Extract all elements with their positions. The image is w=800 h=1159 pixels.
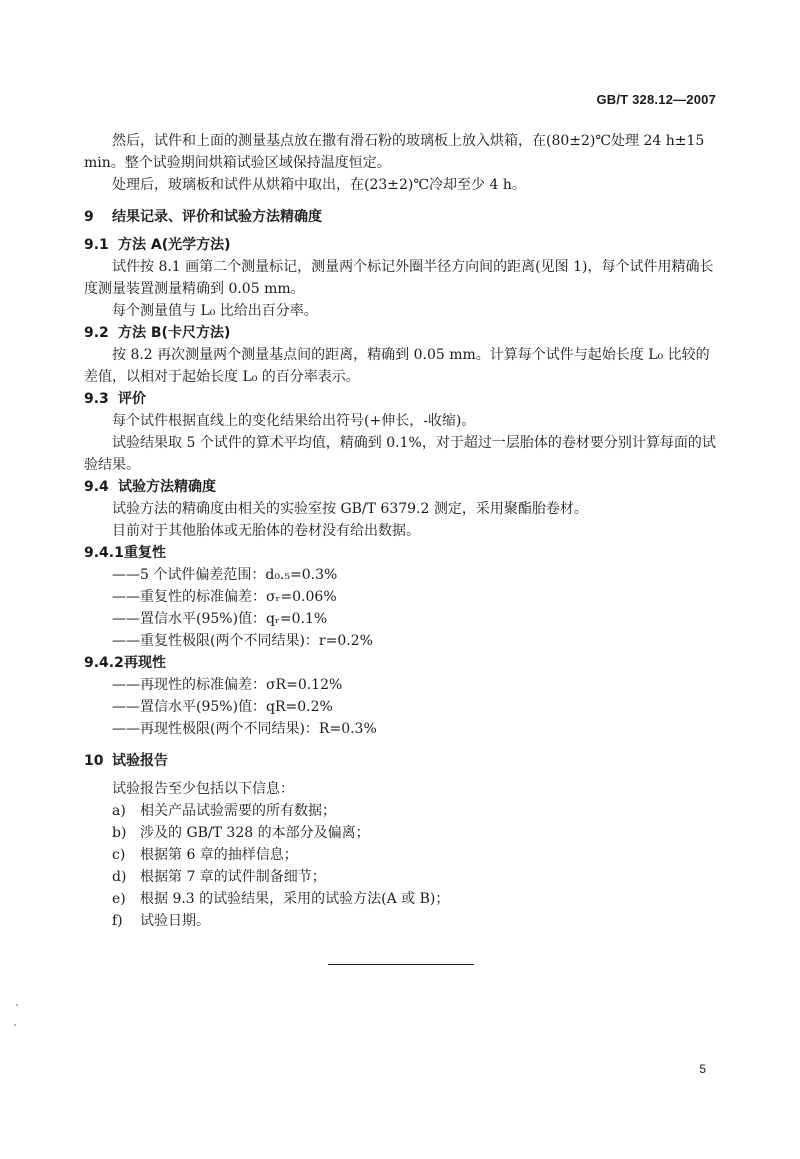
- list-text: 根据第 6 章的抽样信息；: [140, 847, 298, 863]
- section-number: 9.2: [84, 325, 109, 341]
- section-title: 评价: [118, 391, 146, 407]
- list-item: ——重复性的标准偏差：σᵣ=0.06%: [112, 589, 337, 605]
- section-9-4-1-heading: [84, 542, 720, 564]
- list-item: [84, 866, 720, 888]
- list-item: [84, 822, 720, 844]
- list-text: 试验日期。: [140, 913, 210, 929]
- section-number: 10: [84, 753, 104, 769]
- section-9-2-heading: [84, 322, 720, 344]
- section-title: 再现性: [124, 655, 166, 671]
- scan-speck: [16, 1004, 18, 1006]
- paragraph: 试验报告至少包括以下信息：: [112, 781, 294, 797]
- paragraph: 每个测量值与 L₀ 比给出百分率。: [112, 303, 318, 319]
- section-number: 9.4.2: [84, 655, 124, 671]
- paragraph: 目前对于其他胎体或无胎体的卷材没有给出数据。: [112, 523, 420, 539]
- section-title: 方法 B(卡尺方法): [118, 325, 231, 341]
- standard-code: GB/T 328.12—2007: [596, 92, 716, 107]
- section-number: 9.1: [84, 237, 109, 253]
- section-number: 9.4: [84, 479, 109, 495]
- list-item: ——置信水平(95%)值：qR=0.2%: [112, 699, 333, 715]
- section-title: 重复性: [124, 545, 166, 561]
- section-number: 9.3: [84, 391, 109, 407]
- paragraph: 按 8.2 再次测量两个测量基点间的距离，精确到 0.05 mm。计算每个试件与起始长度 L₀ 比较的差值，以相对于起始长度 L₀ 的百分率表示。: [84, 347, 710, 385]
- list-label: a): [112, 803, 126, 819]
- list-label: f): [112, 913, 123, 929]
- section-title: 试验报告: [112, 753, 168, 769]
- list-text: 涉及的 GB/T 328 的本部分及偏离；: [140, 825, 370, 841]
- page-body: [84, 130, 720, 932]
- list-item: ——重复性极限(两个不同结果)：r=0.2%: [112, 633, 373, 649]
- page-number: 5: [699, 1062, 706, 1076]
- list-text: 相关产品试验需要的所有数据；: [140, 803, 336, 819]
- section-title: 试验方法精确度: [118, 479, 216, 495]
- list-label: c): [112, 847, 126, 863]
- paragraph: 试验结果取 5 个试件的算术平均值，精确到 0.1%，对于超过一层胎体的卷材要分别计算每面的试验结果。: [84, 435, 716, 473]
- section-9-heading: [84, 206, 720, 228]
- section-9-4-2-heading: [84, 652, 720, 674]
- list-item: ——5 个试件偏差范围：d₀.₅=0.3%: [112, 567, 338, 583]
- list-item: [84, 910, 720, 932]
- list-label: b): [112, 825, 127, 841]
- list-item: [84, 844, 720, 866]
- list-label: d): [112, 869, 127, 885]
- section-9-3-heading: [84, 388, 720, 410]
- list-item: [84, 800, 720, 822]
- list-text: 根据第 7 章的试件制备细节；: [140, 869, 326, 885]
- list-item: [84, 888, 720, 910]
- scan-speck: [14, 1024, 16, 1026]
- list-item: ——再现性的标准偏差：σR=0.12%: [112, 677, 343, 693]
- paragraph-oven-treatment: 然后，试件和上面的测量基点放在撒有滑石粉的玻璃板上放入烘箱，在(80±2)℃处理 24 h±15 min。整个试验期间烘箱试验区域保持温度恒定。: [84, 133, 705, 171]
- paragraph: 试件按 8.1 画第二个测量标记，测量两个标记外圈半径方向间的距离(见图 1)，每个试件用精确长度测量装置测量精确到 0.05 mm。: [84, 259, 714, 297]
- section-number: 9.4.1: [84, 545, 124, 561]
- section-title: 结果记录、评价和试验方法精确度: [112, 209, 322, 225]
- list-item: ——再现性极限(两个不同结果)：R=0.3%: [112, 721, 377, 737]
- section-9-4-heading: [84, 476, 720, 498]
- list-text: 根据 9.3 的试验结果，采用的试验方法(A 或 B)；: [140, 891, 450, 907]
- section-number: 9: [84, 209, 94, 225]
- section-10-heading: [84, 750, 720, 772]
- paragraph: 每个试件根据直线上的变化结果给出符号(+伸长，-收缩)。: [112, 413, 476, 429]
- section-title: 方法 A(光学方法): [118, 237, 231, 253]
- list-label: e): [112, 891, 126, 907]
- section-9-1-heading: [84, 234, 720, 256]
- list-item: ——置信水平(95%)值：qᵣ=0.1%: [112, 611, 328, 627]
- paragraph-cooling: 处理后，玻璃板和试件从烘箱中取出，在(23±2)℃冷却至少 4 h。: [112, 177, 526, 193]
- paragraph: 试验方法的精确度由相关的实验室按 GB/T 6379.2 测定，采用聚酯胎卷材。: [112, 501, 588, 517]
- end-divider: [328, 964, 474, 965]
